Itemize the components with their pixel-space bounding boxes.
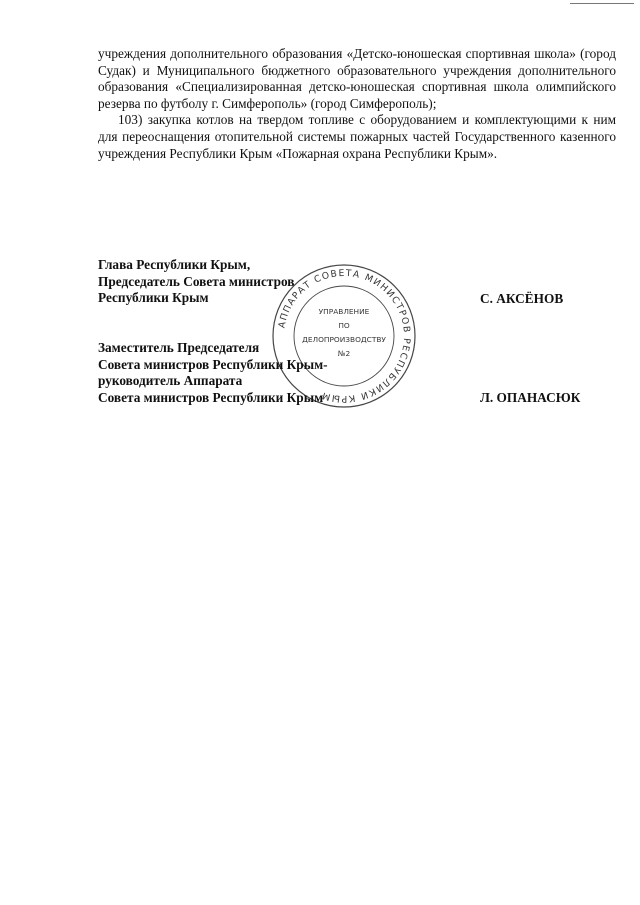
signature-block-head	[98, 257, 294, 307]
signature-title-line: Республики Крым	[98, 290, 209, 306]
signature-title-line: Глава Республики Крым,	[98, 257, 251, 272]
signatory-name-aksenov: С. АКСЁНОВ	[480, 291, 564, 306]
stamp-center-line-4: №2	[337, 349, 351, 358]
stamp-ring-text: АППАРАТ СОВЕТА МИНИСТРОВ РЕСПУБЛИКИ КРЫМ	[276, 267, 413, 405]
document-body	[98, 46, 616, 162]
stamp-center-line-1: УПРАВЛЕНИЕ	[318, 307, 370, 316]
signature-block-deputy	[98, 340, 328, 406]
signature-title-line: руководитель Аппарата	[98, 373, 243, 389]
paragraph-continuation: учреждения дополнительного образования «Детско-юношеская спортивная школа» (город Судак) и Муниципального бюджетного образовательного учреждения дополнительного образования «Специализированная детско-юношеская спортивная школа олимпийского резерва по футболу г. Симферополь» (город Симферополь);	[98, 46, 616, 111]
stamp-center-line-2: ПО	[338, 321, 350, 330]
top-right-rule	[570, 3, 634, 4]
signature-title-line: Заместитель Председателя	[98, 340, 260, 355]
signature-title-line: Совета министров Республики Крым	[98, 389, 324, 405]
signatory-name-opanasyuk: Л. ОПАНАСЮК	[480, 390, 581, 405]
stamp-center-line-3: ДЕЛОПРОИЗВОДСТВУ	[302, 335, 386, 344]
signature-title-line: Совета министров Республики Крым-	[98, 356, 328, 372]
signature-title-line: Председатель Совета министров	[98, 273, 295, 289]
paragraph-item-103: 103) закупка котлов на твердом топливе с оборудованием и комплектующими к ним для переоснащения отопительной системы пожарных частей Государственного казенного учреждения Республики Крым «Пожарная охрана Республики Крым».	[98, 112, 616, 161]
